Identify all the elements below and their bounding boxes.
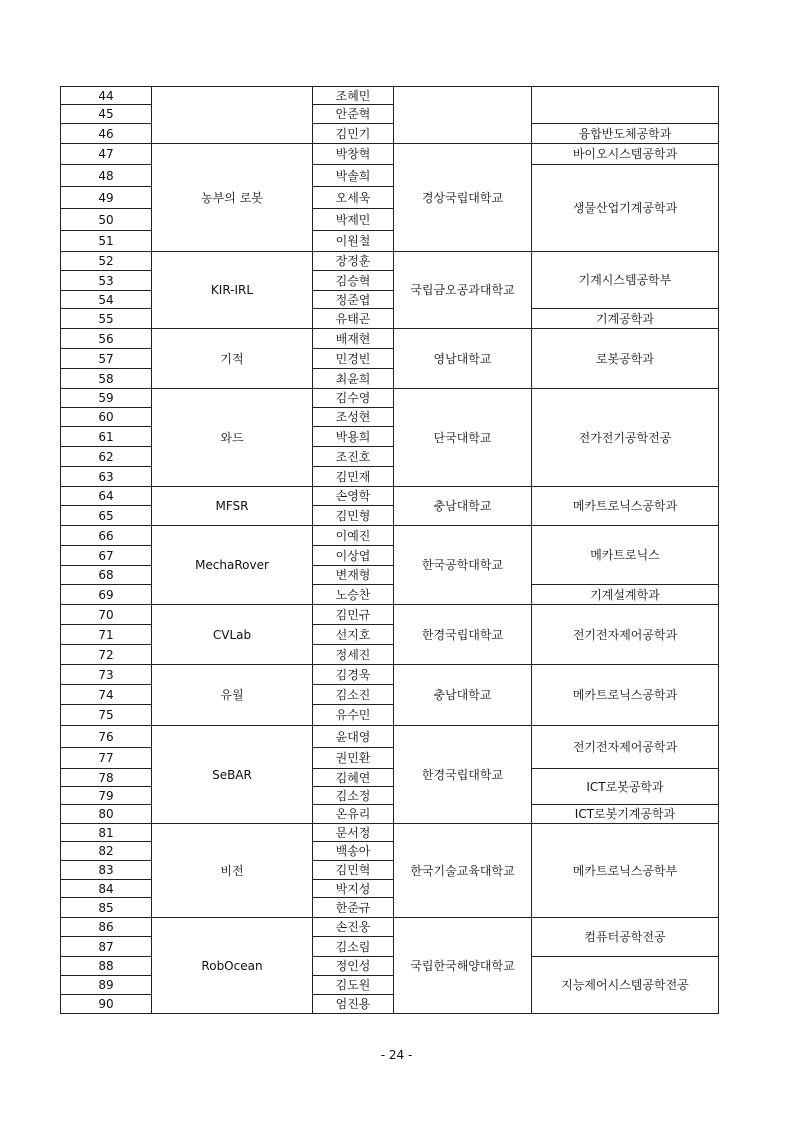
cell-name: 김민기 bbox=[313, 124, 394, 144]
cell-name: 정인성 bbox=[313, 957, 394, 976]
cell-name: 권민환 bbox=[313, 748, 394, 769]
cell-name: 김소림 bbox=[313, 937, 394, 957]
cell-name: 김소진 bbox=[313, 685, 394, 705]
cell-number: 46 bbox=[61, 124, 152, 144]
cell-school: 한국공학대학교 bbox=[394, 526, 532, 605]
cell-name: 김경욱 bbox=[313, 665, 394, 685]
table-row bbox=[61, 87, 719, 105]
cell-team: 비전 bbox=[152, 824, 313, 918]
cell-name: 엄진용 bbox=[313, 995, 394, 1014]
cell-name: 김소정 bbox=[313, 787, 394, 805]
cell-department: 생물산업기계공학과 bbox=[532, 165, 719, 252]
cell-department: 기계설계학과 bbox=[532, 585, 719, 605]
cell-department: 바이오시스템공학과 bbox=[532, 144, 719, 165]
cell-department: 기계공학과 bbox=[532, 309, 719, 329]
cell-number: 52 bbox=[61, 252, 152, 271]
cell-department: 메카트로닉스공학부 bbox=[532, 824, 719, 918]
cell-number: 88 bbox=[61, 957, 152, 976]
cell-team: 농부의 로봇 bbox=[152, 144, 313, 252]
cell-number: 63 bbox=[61, 467, 152, 487]
cell-department: 기계시스템공학부 bbox=[532, 252, 719, 309]
cell-name: 김수영 bbox=[313, 389, 394, 408]
cell-name: 김도원 bbox=[313, 976, 394, 995]
cell-name: 안준혁 bbox=[313, 105, 394, 124]
cell-number: 87 bbox=[61, 937, 152, 957]
cell-number: 62 bbox=[61, 447, 152, 467]
cell-number: 85 bbox=[61, 898, 152, 918]
table-row bbox=[61, 252, 719, 271]
cell-number: 61 bbox=[61, 427, 152, 447]
cell-department: 전기전자제어공학과 bbox=[532, 726, 719, 769]
cell-number: 48 bbox=[61, 165, 152, 187]
cell-number: 59 bbox=[61, 389, 152, 408]
cell-department: 메카트로닉스공학과 bbox=[532, 487, 719, 526]
cell-department: 로봇공학과 bbox=[532, 329, 719, 389]
table-row bbox=[61, 918, 719, 937]
cell-school: 충남대학교 bbox=[394, 487, 532, 526]
cell-name: 이원철 bbox=[313, 231, 394, 252]
table-row bbox=[61, 605, 719, 625]
cell-name: 배재현 bbox=[313, 329, 394, 349]
cell-name: 김민형 bbox=[313, 506, 394, 526]
cell-number: 75 bbox=[61, 705, 152, 726]
cell-name: 문서정 bbox=[313, 824, 394, 842]
cell-name: 노승찬 bbox=[313, 585, 394, 605]
cell-number: 89 bbox=[61, 976, 152, 995]
cell-number: 44 bbox=[61, 87, 152, 105]
cell-name: 김민혁 bbox=[313, 861, 394, 880]
cell-team: CVLab bbox=[152, 605, 313, 665]
cell-name: 이예진 bbox=[313, 526, 394, 546]
cell-team: 기적 bbox=[152, 329, 313, 389]
page-number: - 24 - bbox=[380, 1048, 413, 1062]
cell-school: 충남대학교 bbox=[394, 665, 532, 726]
cell-name: 조혜민 bbox=[313, 87, 394, 105]
cell-name: 김민재 bbox=[313, 467, 394, 487]
cell-school bbox=[394, 87, 532, 144]
cell-school: 한경국립대학교 bbox=[394, 726, 532, 824]
cell-number: 67 bbox=[61, 546, 152, 566]
cell-number: 68 bbox=[61, 566, 152, 585]
cell-department: 메카트로닉스 bbox=[532, 526, 719, 585]
cell-name: 선지호 bbox=[313, 625, 394, 645]
cell-number: 84 bbox=[61, 880, 152, 898]
cell-school: 한경국립대학교 bbox=[394, 605, 532, 665]
cell-number: 81 bbox=[61, 824, 152, 842]
cell-number: 60 bbox=[61, 408, 152, 427]
cell-department bbox=[532, 87, 719, 124]
cell-number: 69 bbox=[61, 585, 152, 605]
cell-number: 86 bbox=[61, 918, 152, 937]
cell-team: 유월 bbox=[152, 665, 313, 726]
cell-school: 한국기술교육대학교 bbox=[394, 824, 532, 918]
cell-team: MFSR bbox=[152, 487, 313, 526]
cell-number: 65 bbox=[61, 506, 152, 526]
cell-name: 백송아 bbox=[313, 842, 394, 861]
cell-name: 손영학 bbox=[313, 487, 394, 506]
cell-school: 단국대학교 bbox=[394, 389, 532, 487]
cell-name: 윤대영 bbox=[313, 726, 394, 748]
cell-number: 64 bbox=[61, 487, 152, 506]
cell-name: 손진웅 bbox=[313, 918, 394, 937]
cell-number: 70 bbox=[61, 605, 152, 625]
cell-team: 와드 bbox=[152, 389, 313, 487]
cell-number: 82 bbox=[61, 842, 152, 861]
cell-team bbox=[152, 87, 313, 144]
cell-name: 박솔희 bbox=[313, 165, 394, 187]
table-row bbox=[61, 329, 719, 349]
cell-team: KIR-IRL bbox=[152, 252, 313, 329]
table-row bbox=[61, 824, 719, 842]
cell-number: 76 bbox=[61, 726, 152, 748]
cell-number: 45 bbox=[61, 105, 152, 124]
cell-department: ICT로봇공학과 bbox=[532, 769, 719, 805]
cell-team: MechaRover bbox=[152, 526, 313, 605]
cell-team: SeBAR bbox=[152, 726, 313, 824]
cell-name: 박제민 bbox=[313, 209, 394, 231]
cell-name: 유태곤 bbox=[313, 309, 394, 329]
table-row bbox=[61, 526, 719, 546]
cell-name: 유수민 bbox=[313, 705, 394, 726]
cell-name: 한준규 bbox=[313, 898, 394, 918]
cell-number: 47 bbox=[61, 144, 152, 165]
cell-number: 77 bbox=[61, 748, 152, 769]
cell-number: 57 bbox=[61, 349, 152, 369]
cell-number: 50 bbox=[61, 209, 152, 231]
cell-number: 71 bbox=[61, 625, 152, 645]
cell-number: 56 bbox=[61, 329, 152, 349]
cell-name: 박용희 bbox=[313, 427, 394, 447]
cell-number: 90 bbox=[61, 995, 152, 1014]
cell-team: RobOcean bbox=[152, 918, 313, 1014]
cell-name: 김민규 bbox=[313, 605, 394, 625]
cell-name: 변재형 bbox=[313, 566, 394, 585]
table-row bbox=[61, 487, 719, 506]
table-row bbox=[61, 144, 719, 165]
cell-name: 장정훈 bbox=[313, 252, 394, 271]
table-row bbox=[61, 726, 719, 748]
cell-number: 73 bbox=[61, 665, 152, 685]
cell-name: 김혜연 bbox=[313, 769, 394, 787]
cell-department: 전기전자제어공학과 bbox=[532, 605, 719, 665]
table-row bbox=[61, 389, 719, 408]
cell-name: 온유리 bbox=[313, 805, 394, 824]
cell-department: 지능제어시스템공학전공 bbox=[532, 957, 719, 1014]
cell-department: 컴퓨터공학전공 bbox=[532, 918, 719, 957]
cell-number: 54 bbox=[61, 291, 152, 309]
cell-department: ICT로봇기계공학과 bbox=[532, 805, 719, 824]
cell-school: 영남대학교 bbox=[394, 329, 532, 389]
cell-number: 58 bbox=[61, 369, 152, 389]
cell-school: 국립한국해양대학교 bbox=[394, 918, 532, 1014]
cell-name: 조진호 bbox=[313, 447, 394, 467]
cell-name: 정준엽 bbox=[313, 291, 394, 309]
cell-name: 오세욱 bbox=[313, 187, 394, 209]
cell-name: 이상엽 bbox=[313, 546, 394, 566]
cell-name: 박창혁 bbox=[313, 144, 394, 165]
cell-school: 국립금오공과대학교 bbox=[394, 252, 532, 329]
table-row bbox=[61, 665, 719, 685]
cell-number: 49 bbox=[61, 187, 152, 209]
cell-name: 박지성 bbox=[313, 880, 394, 898]
cell-school: 경상국립대학교 bbox=[394, 144, 532, 252]
cell-name: 김승혁 bbox=[313, 271, 394, 291]
cell-department: 융합반도체공학과 bbox=[532, 124, 719, 144]
cell-number: 74 bbox=[61, 685, 152, 705]
cell-number: 83 bbox=[61, 861, 152, 880]
cell-number: 78 bbox=[61, 769, 152, 787]
cell-number: 72 bbox=[61, 645, 152, 665]
cell-name: 정세진 bbox=[313, 645, 394, 665]
cell-name: 민경빈 bbox=[313, 349, 394, 369]
cell-number: 66 bbox=[61, 526, 152, 546]
participant-table bbox=[60, 86, 719, 1014]
cell-number: 80 bbox=[61, 805, 152, 824]
cell-name: 조성현 bbox=[313, 408, 394, 427]
cell-department: 메카트로닉스공학과 bbox=[532, 665, 719, 726]
cell-number: 79 bbox=[61, 787, 152, 805]
cell-number: 55 bbox=[61, 309, 152, 329]
cell-name: 최윤희 bbox=[313, 369, 394, 389]
cell-number: 53 bbox=[61, 271, 152, 291]
cell-department: 전가전기공학전공 bbox=[532, 389, 719, 487]
cell-number: 51 bbox=[61, 231, 152, 252]
